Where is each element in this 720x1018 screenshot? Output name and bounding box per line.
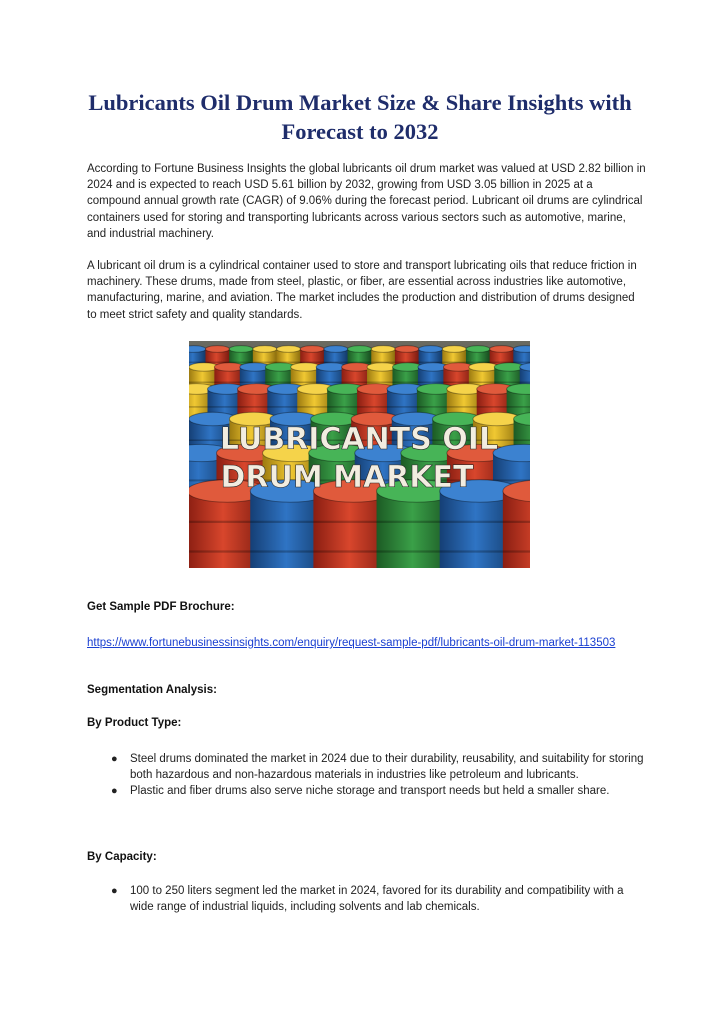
bullet-icon: ● [111, 753, 118, 765]
list-item-text: Plastic and fiber drums also serve niche storage and transport needs but held a smaller share. [130, 785, 610, 798]
list-item-text: Steel drums dominated the market in 2024 due to their durability, reusability, and suitability for storing both hazardous and non-hazardous materials in industries like petroleum and lubricants. [130, 753, 644, 782]
definition-paragraph: A lubricant oil drum is a cylindrical container used to store and transport lubricating oils that reduce friction in machinery. These drums, made from steel, plastic, or fiber, are essential across industries like automotive, manufacturing, marine, and aviation. The market includes the production and distribution of drums designed to meet strict safety and quality standards. [87, 260, 637, 321]
oil-drums-illustration [189, 341, 530, 568]
bullet-icon: ● [111, 785, 118, 798]
list-item [87, 783, 647, 799]
page-title: Lubricants Oil Drum Market Size & Share Insights with Forecast to 2032 [88, 90, 632, 144]
capacity-heading: By Capacity: [87, 851, 157, 863]
list-item [87, 751, 647, 783]
intro-paragraph: According to Fortune Business Insights the global lubricants oil drum market was valued at USD 2.82 billion in 2024 and is expected to reach USD 5.61 billion by 2032, growing from USD 3.05 billion in 2025 at a compound annual growth rate (CAGR) of 9.06% during the forecast period. Lubricant oil drums are cylindrical containers used for storing and transporting lubricants across various sectors such as automotive, marine, and industrial machinery. [87, 163, 646, 240]
list-item-text: 100 to 250 liters segment led the market in 2024, favored for its durability and compatibility with a wide range of industrial liquids, including solvents and lab chemicals. [130, 885, 624, 914]
hero-image [189, 341, 530, 568]
segmentation-heading: Segmentation Analysis: [87, 684, 217, 696]
product-type-list [87, 751, 647, 800]
bullet-icon: ● [111, 885, 118, 897]
sample-heading: Get Sample PDF Brochure: [87, 601, 235, 613]
hero-text-line1: LUBRICANTS OIL [219, 422, 499, 457]
product-type-heading: By Product Type: [87, 717, 182, 729]
drum-shape [503, 480, 530, 568]
hero-text-line2: DRUM MARKET [220, 460, 474, 495]
list-item [87, 883, 647, 915]
capacity-list [87, 883, 647, 915]
sample-pdf-link[interactable]: https://www.fortunebusinessinsights.com/enquiry/request-sample-pdf/lubricants-oil-drum-market-113503 [87, 637, 616, 649]
